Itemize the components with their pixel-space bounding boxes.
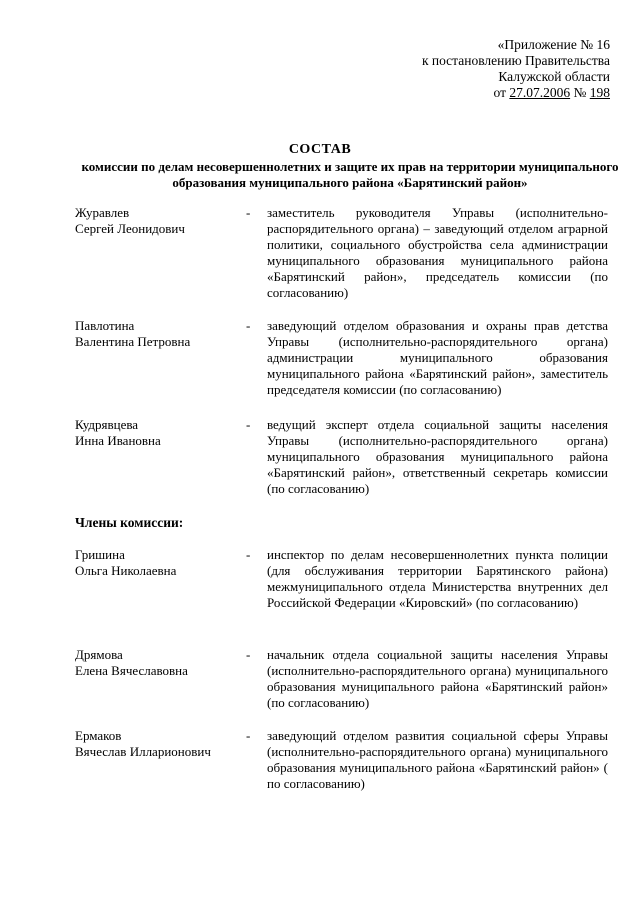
person-position: заместитель руководителя Управы (исполнительно-распорядительного органа) – заведующий отделом аграрной политики, социального обустройства села администрации муниципального образования муниципального района «Барятинский район», председатель комиссии (по согласованию)	[267, 205, 608, 300]
person-position: ведущий эксперт отдела социальной защиты населения Управы (исполнительно-распорядительного органа) муниципального образования муниципального района «Барятинский район», ответственный секретарь комиссии (по согласованию)	[267, 417, 608, 496]
person-name	[75, 547, 245, 579]
person-position: заведующий отделом развития социальной сферы Управы (исполнительно-распорядительного органа) муниципального образования муниципального района «Барятинский район» ( по согласованию)	[267, 728, 608, 791]
appendix-header	[422, 37, 610, 101]
person-given-names: Инна Ивановна	[75, 433, 161, 448]
person-surname: Ермаков	[75, 728, 122, 743]
separator-dash: -	[246, 547, 251, 562]
appendix-line-1: «Приложение № 16	[497, 37, 610, 52]
separator-dash: -	[246, 647, 251, 662]
appendix-number-sign: №	[570, 85, 590, 100]
person-surname: Павлотина	[75, 318, 135, 333]
person-given-names: Сергей Леонидович	[75, 221, 185, 236]
document-title: СОСТАВ	[288, 142, 352, 157]
person-given-names: Валентина Петровна	[75, 334, 191, 349]
person-name	[75, 318, 245, 350]
person-position: инспектор по делам несовершеннолетних пункта полиции (для обслуживания территории Барятинского района) межмуниципального отдела Министерства внутренних дел Российской Федерации «Кировский» (по согласованию)	[267, 547, 608, 610]
appendix-date: 27.07.2006	[509, 85, 571, 100]
person-surname: Журавлев	[75, 205, 130, 220]
separator-dash: -	[246, 205, 251, 220]
person-surname: Дрямова	[75, 647, 123, 662]
person-given-names: Ольга Николаевна	[75, 563, 177, 578]
person-given-names: Вячеслав Илларионович	[75, 744, 211, 759]
person-name	[75, 647, 245, 679]
appendix-date-prefix: от	[493, 85, 510, 100]
members-heading: Члены комиссии:	[75, 515, 184, 530]
separator-dash: -	[246, 728, 251, 743]
appendix-line-2: к постановлению Правительства	[421, 53, 610, 68]
separator-dash: -	[246, 318, 251, 333]
person-name	[75, 205, 245, 237]
separator-dash: -	[246, 417, 251, 432]
person-position: начальник отдела социальной защиты населения Управы (исполнительно-распорядительного органа) муниципального образования муниципального района «Барятинский район» (по согласованию)	[267, 647, 608, 710]
person-surname: Гришина	[75, 547, 125, 562]
person-surname: Кудрявцева	[75, 417, 139, 432]
person-name	[75, 728, 245, 760]
appendix-number: 198	[589, 85, 610, 100]
person-given-names: Елена Вячеславовна	[75, 663, 188, 678]
appendix-line-3: Калужской области	[498, 69, 610, 84]
document-subtitle: комиссии по делам несовершеннолетних и защите их прав на территории муниципального образования муниципального района «Барятинский район»	[81, 159, 619, 190]
appendix-line-4	[422, 85, 610, 101]
person-position: заведующий отделом образования и охраны прав детства Управы (исполнительно-распорядительного органа) администрации муниципального образования муниципального района «Барятинский район», заместитель председателя комиссии (по согласованию)	[267, 318, 608, 397]
person-name	[75, 417, 245, 449]
